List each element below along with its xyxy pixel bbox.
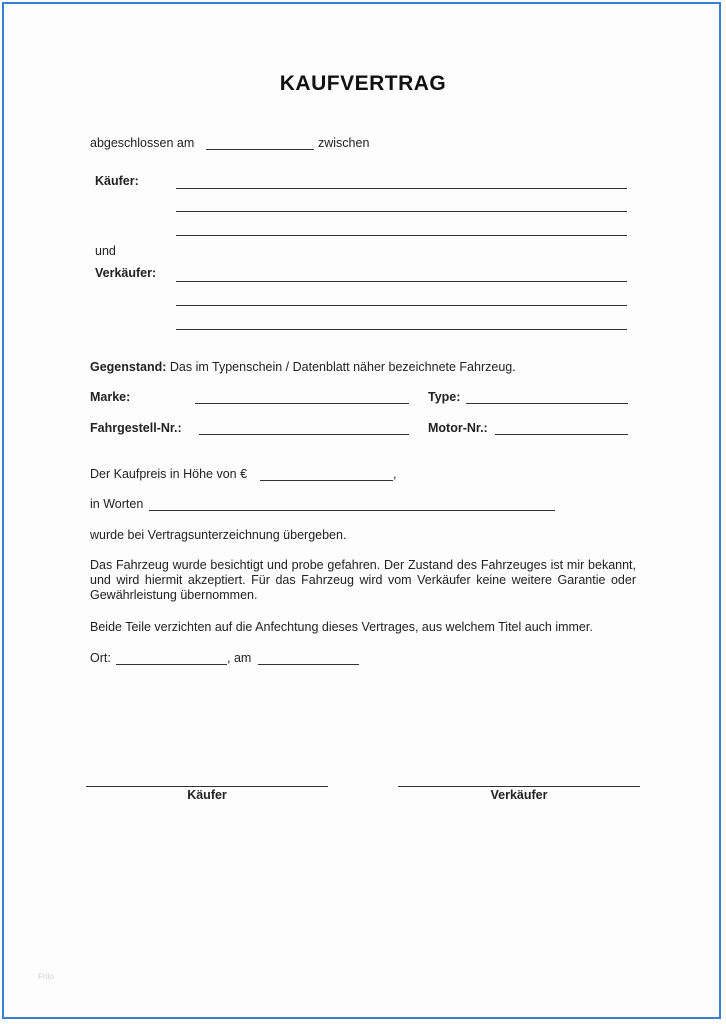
sign-date-line[interactable] (258, 664, 359, 665)
buyer-line-2[interactable] (176, 211, 627, 212)
buyer-label: Käufer: (95, 174, 139, 188)
price-amount-line[interactable] (260, 480, 393, 481)
date-label: , am (227, 651, 252, 665)
subject-label: Gegenstand: (90, 360, 167, 374)
price-in-words-label: in Worten (90, 497, 144, 511)
type-line[interactable] (466, 403, 628, 404)
chassis-no-label: Fahrgestell-Nr.: (90, 421, 182, 435)
buyer-signature-label: Käufer (187, 788, 227, 802)
condition-paragraph: Das Fahrzeug wurde besichtigt und probe gefahren. Der Zustand des Fahrzeuges ist mir bekannt, und wird hiermit akzeptiert. Für das Fahrzeug wird vom Verkäufer keine weitere Garantie oder Gewährleistung übernommen. (90, 558, 636, 602)
buyer-signature-line[interactable] (86, 786, 328, 787)
buyer-line-3[interactable] (176, 235, 627, 236)
price-suffix: , (393, 467, 397, 481)
watermark: Frito (38, 972, 54, 981)
seller-line-3[interactable] (176, 329, 627, 330)
intro-suffix: zwischen (318, 136, 370, 150)
price-prefix: Der Kaufpreis in Höhe von € (90, 467, 248, 481)
subject-line (90, 360, 516, 374)
buyer-line-1[interactable] (176, 188, 627, 189)
chassis-no-line[interactable] (199, 434, 409, 435)
place-label: Ort: (90, 651, 111, 665)
seller-signature-label: Verkäufer (490, 788, 548, 802)
brand-line[interactable] (195, 403, 409, 404)
intro-prefix: abgeschlossen am (90, 136, 195, 150)
and-label: und (95, 244, 116, 258)
brand-label: Marke: (90, 390, 131, 404)
handover-text: wurde bei Vertragsunterzeichnung übergeben. (90, 528, 347, 542)
seller-signature-line[interactable] (398, 786, 640, 787)
type-label: Type: (428, 390, 461, 404)
place-line[interactable] (116, 664, 227, 665)
subject-text: Das im Typenschein / Datenblatt näher bezeichnete Fahrzeug. (169, 360, 516, 374)
price-in-words-line[interactable] (149, 510, 555, 511)
contract-date-line[interactable] (206, 149, 314, 150)
engine-no-label: Motor-Nr.: (428, 421, 488, 435)
document-title: KAUFVERTRAG (279, 72, 447, 95)
engine-no-line[interactable] (495, 434, 628, 435)
seller-label: Verkäufer: (95, 266, 157, 280)
seller-line-2[interactable] (176, 305, 627, 306)
seller-line-1[interactable] (176, 281, 627, 282)
waiver-paragraph: Beide Teile verzichten auf die Anfechtung dieses Vertrages, aus welchem Titel auch immer. (90, 620, 593, 634)
